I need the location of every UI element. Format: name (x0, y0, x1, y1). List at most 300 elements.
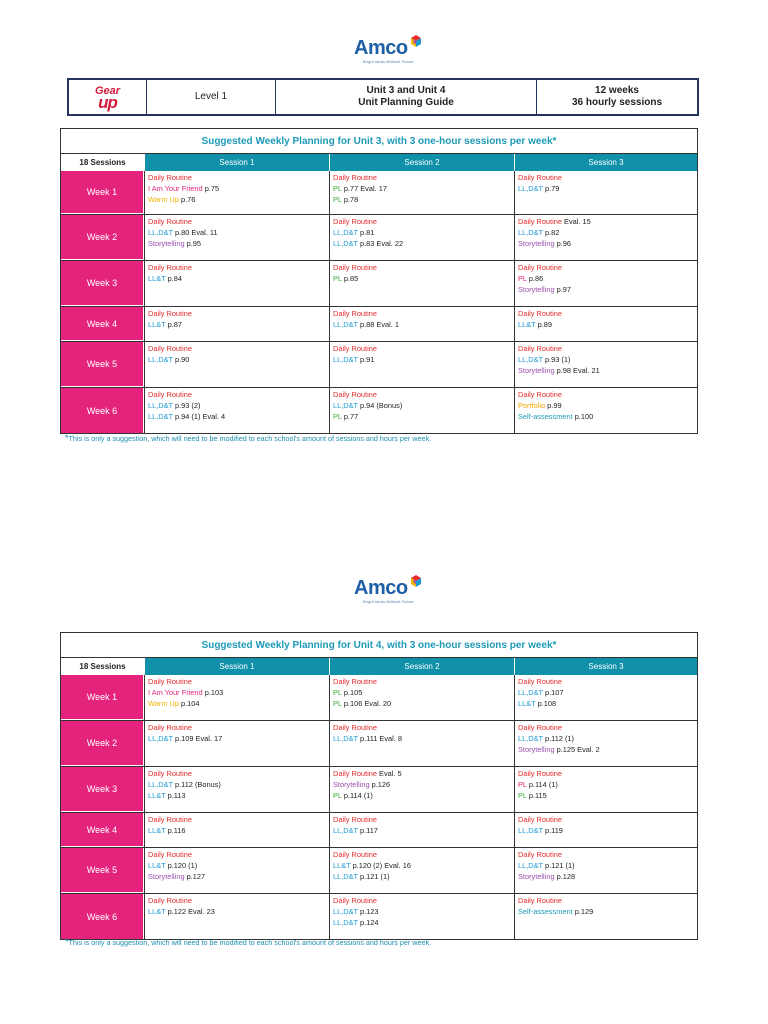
activity-line (333, 400, 511, 411)
sessions-count-header: 18 Sessions (79, 662, 126, 671)
session-header: Session 2 (329, 154, 514, 171)
activity-line (148, 172, 326, 183)
activity-line (148, 389, 326, 400)
activity-name: LL,D&T (333, 228, 358, 237)
session-cell (514, 675, 697, 720)
table-row (61, 171, 697, 215)
session-cell (514, 388, 697, 433)
activity-name: Warm Up (148, 195, 179, 204)
activity-line (518, 227, 694, 238)
logo-tagline-2: Bright ideas Brilliant Future (362, 599, 414, 604)
activity-line (148, 825, 326, 836)
activity-name: PL (518, 791, 527, 800)
activity-detail: p.114 (1) (341, 791, 373, 800)
activity-name: Storytelling (518, 745, 555, 754)
table-row (61, 675, 697, 721)
session-cell (329, 894, 514, 939)
session-header-row (61, 658, 697, 675)
activity-name: Daily Routine (333, 677, 377, 686)
table-row (61, 894, 697, 939)
activity-name: LL,D&T (148, 412, 173, 421)
activity-line (333, 262, 511, 273)
activity-detail: p.82 (542, 228, 560, 237)
activity-name: Daily Routine (148, 263, 192, 272)
activity-line (333, 825, 511, 836)
session-header: Session 1 (144, 154, 329, 171)
week-label: Week 5 (61, 848, 144, 893)
activity-name: I Am Your Friend (148, 688, 203, 697)
table-row (61, 388, 697, 433)
activity-name: Daily Routine (148, 173, 192, 182)
logo-text-2: Amco (354, 577, 408, 599)
activity-line (333, 790, 511, 801)
table-row (61, 848, 697, 894)
gear-up-logo-cell (69, 80, 147, 114)
activity-name: Daily Routine (148, 850, 192, 859)
activity-line (333, 273, 511, 284)
activity-name: LL,D&T (518, 734, 543, 743)
amco-logo-2 (354, 578, 423, 604)
activity-detail: p.80 Eval. 11 (172, 228, 218, 237)
activity-detail: p.107 (542, 688, 564, 697)
activity-detail: p.119 (542, 826, 563, 835)
activity-detail: p.114 (1) (526, 780, 558, 789)
activity-line (148, 238, 326, 249)
activity-line (518, 698, 694, 709)
sessions-count-header: 18 Sessions (79, 158, 126, 167)
activity-name: Daily Routine (518, 309, 562, 318)
activity-line (148, 183, 326, 194)
activity-name: PL (518, 780, 527, 789)
activity-name: Daily Routine (148, 896, 192, 905)
activity-detail: p.121 (1) (542, 861, 575, 870)
activity-line (148, 319, 326, 330)
session-cell (329, 388, 514, 433)
activity-detail: p.88 Eval. 1 (357, 320, 400, 329)
activity-detail: p.86 (526, 274, 544, 283)
activity-line (333, 319, 511, 330)
activity-name: PL (333, 184, 342, 193)
activity-detail: p.120 (2) Eval. 16 (350, 861, 411, 870)
activity-name: LL,D&T (333, 872, 358, 881)
session-cell (514, 894, 697, 939)
activity-line (148, 411, 326, 422)
activity-name: Daily Routine (148, 769, 192, 778)
activity-name: LL&T (148, 826, 166, 835)
activity-detail: p.117 (357, 826, 378, 835)
activity-line (518, 744, 694, 755)
activity-name: PL (333, 791, 342, 800)
activity-line (518, 172, 694, 183)
activity-detail: p.93 (1) (542, 355, 571, 364)
activity-detail: p.115 (526, 791, 547, 800)
activity-name: Daily Routine (148, 723, 192, 732)
week-label: Week 6 (61, 894, 144, 939)
activity-line (518, 262, 694, 273)
session-cell (144, 307, 329, 341)
activity-name: Daily Routine (518, 173, 562, 182)
activity-detail: p.96 (554, 239, 572, 248)
activity-detail: p.78 (341, 195, 359, 204)
activity-detail: p.124 (357, 918, 379, 927)
session-cell (144, 171, 329, 214)
activity-name: Daily Routine (333, 309, 377, 318)
activity-line (518, 319, 694, 330)
activity-line (518, 790, 694, 801)
activity-name: Daily Routine (148, 677, 192, 686)
unit-3-footnote: *This is only a suggestion, which will need to be modified to each school's amount of sessions and hours per week. (65, 433, 432, 443)
session-header: Session 3 (514, 658, 697, 675)
activity-line (518, 238, 694, 249)
activity-line (333, 308, 511, 319)
week-label: Week 4 (61, 813, 144, 847)
activity-name: LL&T (148, 907, 166, 916)
activity-line (148, 698, 326, 709)
activity-line (518, 389, 694, 400)
logo-tagline: Bright ideas Brilliant Future (362, 59, 414, 64)
activity-line (518, 814, 694, 825)
activity-line (148, 400, 326, 411)
unit-4-footnote: *This is only a suggestion, which will need to be modified to each school's amount of sessions and hours per week. (65, 937, 432, 947)
week-label: Week 1 (61, 171, 144, 214)
activity-detail: p.99 (545, 401, 562, 410)
activity-line (148, 871, 326, 882)
activity-line (518, 676, 694, 687)
session-cell (329, 307, 514, 341)
activity-line (148, 814, 326, 825)
activity-line (518, 354, 694, 365)
activity-name: LL&T (148, 274, 166, 283)
activity-name: LL,D&T (333, 907, 358, 916)
week-label: Week 2 (61, 721, 144, 766)
activity-name: Daily Routine (518, 263, 562, 272)
activity-name: LL,D&T (518, 861, 543, 870)
session-cell (514, 307, 697, 341)
unit-title: Unit 3 and Unit 4 (366, 85, 446, 96)
activity-line (518, 308, 694, 319)
activity-name: PL (333, 274, 342, 283)
session-cell (144, 848, 329, 893)
activity-line (148, 733, 326, 744)
activity-name: LL&T (148, 320, 166, 329)
activity-line (148, 768, 326, 779)
activity-line (148, 849, 326, 860)
week-label: Week 4 (61, 307, 144, 341)
activity-name: LL,D&T (333, 239, 358, 248)
activity-name: Storytelling (518, 366, 555, 375)
activity-detail: p.106 Eval. 20 (341, 699, 392, 708)
activity-line (148, 895, 326, 906)
session-header: Session 3 (514, 154, 697, 171)
activity-name: Daily Routine (518, 344, 562, 353)
activity-line (148, 687, 326, 698)
activity-line (333, 768, 511, 779)
activity-line (148, 262, 326, 273)
activity-name: Storytelling (518, 872, 555, 881)
activity-name: LL&T (148, 791, 166, 800)
activity-name: Daily Routine (518, 896, 562, 905)
activity-name: Daily Routine (148, 815, 192, 824)
activity-name: Portfolio (518, 401, 546, 410)
activity-line (333, 722, 511, 733)
session-cell (144, 894, 329, 939)
activity-name: Daily Routine (333, 263, 377, 272)
activity-detail: p.81 (357, 228, 375, 237)
activity-line (333, 389, 511, 400)
activity-name: Daily Routine (148, 309, 192, 318)
session-header: Session 2 (329, 658, 514, 675)
session-cell (514, 342, 697, 387)
activity-detail: p.95 (184, 239, 202, 248)
activity-name: Daily Routine (148, 390, 192, 399)
activity-name: LL,D&T (148, 734, 173, 743)
session-cell (144, 388, 329, 433)
activity-line (518, 216, 694, 227)
activity-detail: p.116 (165, 826, 186, 835)
activity-name: LL,D&T (333, 401, 358, 410)
activity-line (333, 860, 511, 871)
activity-detail: p.112 (Bonus) (172, 780, 221, 789)
activity-name: Daily Routine (148, 344, 192, 353)
activity-detail: p.87 (165, 320, 182, 329)
activity-line (333, 814, 511, 825)
activity-line (518, 400, 694, 411)
session-cell (329, 813, 514, 847)
activity-detail: p.90 (172, 355, 190, 364)
activity-name: Self-assessment (518, 412, 573, 421)
session-cell (329, 215, 514, 260)
session-cell (144, 261, 329, 306)
week-label: Week 3 (61, 767, 144, 812)
activity-detail: p.93 (2) (172, 401, 201, 410)
activity-name: LL&T (518, 699, 536, 708)
activity-line (518, 871, 694, 882)
session-cell (329, 848, 514, 893)
activity-line (518, 183, 694, 194)
activity-detail: p.105 (341, 688, 363, 697)
session-cell (514, 813, 697, 847)
activity-line (518, 906, 694, 917)
activity-name: Warm Up (148, 699, 179, 708)
week-label: Week 1 (61, 675, 144, 720)
session-cell (329, 675, 514, 720)
activity-name: LL,D&T (333, 355, 358, 364)
activity-line (518, 722, 694, 733)
activity-line (333, 871, 511, 882)
session-cell (514, 261, 697, 306)
activity-detail: p.113 (165, 791, 186, 800)
activity-line (518, 895, 694, 906)
activity-line (333, 343, 511, 354)
session-cell (329, 767, 514, 812)
unit-3-planning-table (60, 128, 698, 434)
activity-name: Daily Routine (518, 390, 562, 399)
activity-detail: p.103 (202, 688, 224, 697)
activity-line (148, 779, 326, 790)
activity-line (333, 917, 511, 928)
activity-line (518, 779, 694, 790)
activity-name: PL (333, 688, 342, 697)
activity-name: Storytelling (148, 872, 185, 881)
activity-line (333, 183, 511, 194)
activity-name: Daily Routine (333, 173, 377, 182)
activity-detail: p.129 (572, 907, 594, 916)
activity-line (148, 273, 326, 284)
table-row (61, 721, 697, 767)
activity-line (333, 216, 511, 227)
activity-line (518, 273, 694, 284)
unit-cell (276, 80, 537, 114)
activity-name: Storytelling (333, 780, 370, 789)
activity-line (518, 733, 694, 744)
activity-name: Daily Routine (518, 769, 562, 778)
activity-detail: p.111 Eval. 8 (357, 734, 403, 743)
footnote-text: This is only a suggestion, which will need to be modified to each school's amount of sessions and hours per week. (68, 434, 432, 443)
activity-name: PL (518, 274, 527, 283)
activity-line (333, 354, 511, 365)
activity-name: Storytelling (518, 285, 555, 294)
activity-detail: p.128 (554, 872, 576, 881)
activity-detail: Eval. 5 (376, 769, 402, 778)
activity-name: LL,D&T (148, 401, 173, 410)
activity-detail: p.109 Eval. 17 (172, 734, 223, 743)
activity-name: Daily Routine (333, 390, 377, 399)
activity-name: Daily Routine (333, 815, 377, 824)
session-cell (514, 721, 697, 766)
session-cell (144, 767, 329, 812)
activity-line (333, 172, 511, 183)
table-title: Suggested Weekly Planning for Unit 4, with 3 one-hour sessions per week* (61, 633, 697, 658)
activity-line (148, 906, 326, 917)
activity-name: Daily Routine (333, 896, 377, 905)
activity-line (333, 411, 511, 422)
activity-name: LL&T (333, 861, 351, 870)
activity-line (333, 687, 511, 698)
activity-name: LL,D&T (148, 355, 173, 364)
activity-name: LL,D&T (333, 826, 358, 835)
activity-name: Daily Routine (333, 769, 377, 778)
activity-detail: p.94 (Bonus) (357, 401, 403, 410)
activity-line (148, 308, 326, 319)
activity-name: PL (333, 412, 342, 421)
activity-detail: p.98 Eval. 21 (554, 366, 600, 375)
session-header-row (61, 154, 697, 171)
session-cell (514, 171, 697, 214)
activity-name: Daily Routine (148, 217, 192, 226)
table-row (61, 215, 697, 261)
activity-name: LL,D&T (148, 780, 173, 789)
activity-line (333, 238, 511, 249)
activity-detail: p.77 (341, 412, 359, 421)
activity-line (518, 849, 694, 860)
activity-line (148, 676, 326, 687)
activity-detail: p.123 (357, 907, 379, 916)
activity-detail: p.120 (1) (165, 861, 198, 870)
amco-logo (354, 38, 423, 64)
activity-detail: p.85 (341, 274, 359, 283)
activity-line (518, 860, 694, 871)
activity-detail: p.84 (165, 274, 182, 283)
level-label: Level 1 (194, 91, 228, 102)
activity-name: Storytelling (518, 239, 555, 248)
weeks-cell (537, 80, 697, 114)
activity-name: I Am Your Friend (148, 184, 203, 193)
cube-icon (409, 34, 423, 48)
activity-line (518, 365, 694, 376)
activity-detail: p.122 Eval. 23 (165, 907, 215, 916)
activity-line (148, 790, 326, 801)
session-cell (144, 215, 329, 260)
session-cell (144, 813, 329, 847)
session-cell (329, 171, 514, 214)
session-cell (514, 215, 697, 260)
session-header: Session 1 (144, 658, 329, 675)
activity-line (518, 687, 694, 698)
activity-line (333, 895, 511, 906)
activity-name: Self-assessment (518, 907, 573, 916)
activity-name: LL,D&T (518, 688, 543, 697)
gear-logo-line1: Gear (94, 85, 121, 97)
activity-name: Daily Routine (333, 850, 377, 859)
activity-name: LL,D&T (518, 228, 543, 237)
week-label: Week 6 (61, 388, 144, 433)
activity-line (148, 722, 326, 733)
activity-detail: p.104 (178, 699, 200, 708)
activity-detail: p.77 Eval. 17 (341, 184, 387, 193)
session-cell (329, 261, 514, 306)
weeks-count: 12 weeks (595, 85, 639, 96)
activity-line (518, 825, 694, 836)
activity-name: Daily Routine (518, 217, 562, 226)
level-cell (147, 80, 276, 114)
unit-subtitle: Unit Planning Guide (358, 97, 454, 108)
week-label: Week 2 (61, 215, 144, 260)
activity-line (333, 194, 511, 205)
activity-line (518, 343, 694, 354)
activity-name: PL (333, 195, 342, 204)
activity-line (148, 860, 326, 871)
activity-name: Daily Routine (518, 850, 562, 859)
sessions-count: 36 hourly sessions (571, 97, 663, 108)
activity-name: LL&T (148, 861, 166, 870)
table-row (61, 813, 697, 848)
activity-name: Daily Routine (518, 723, 562, 732)
activity-detail: p.89 (535, 320, 552, 329)
activity-detail: p.91 (357, 355, 375, 364)
activity-line (148, 227, 326, 238)
activity-line (333, 733, 511, 744)
activity-line (333, 849, 511, 860)
activity-line (518, 284, 694, 295)
table-title: Suggested Weekly Planning for Unit 3, with 3 one-hour sessions per week* (61, 129, 697, 154)
activity-detail: p.125 Eval. 2 (554, 745, 600, 754)
table-row (61, 342, 697, 388)
activity-name: Daily Routine (518, 815, 562, 824)
activity-line (518, 768, 694, 779)
activity-line (148, 216, 326, 227)
activity-name: Daily Routine (333, 217, 377, 226)
header-box (67, 78, 699, 116)
activity-detail: p.83 Eval. 22 (357, 239, 404, 248)
activity-detail: p.97 (554, 285, 572, 294)
unit-4-planning-table (60, 632, 698, 940)
activity-line (148, 343, 326, 354)
session-cell (329, 342, 514, 387)
activity-name: LL,D&T (333, 320, 358, 329)
activity-detail: p.112 (1) (542, 734, 575, 743)
activity-detail: p.126 (369, 780, 391, 789)
activity-detail: p.94 (1) Eval. 4 (172, 412, 226, 421)
